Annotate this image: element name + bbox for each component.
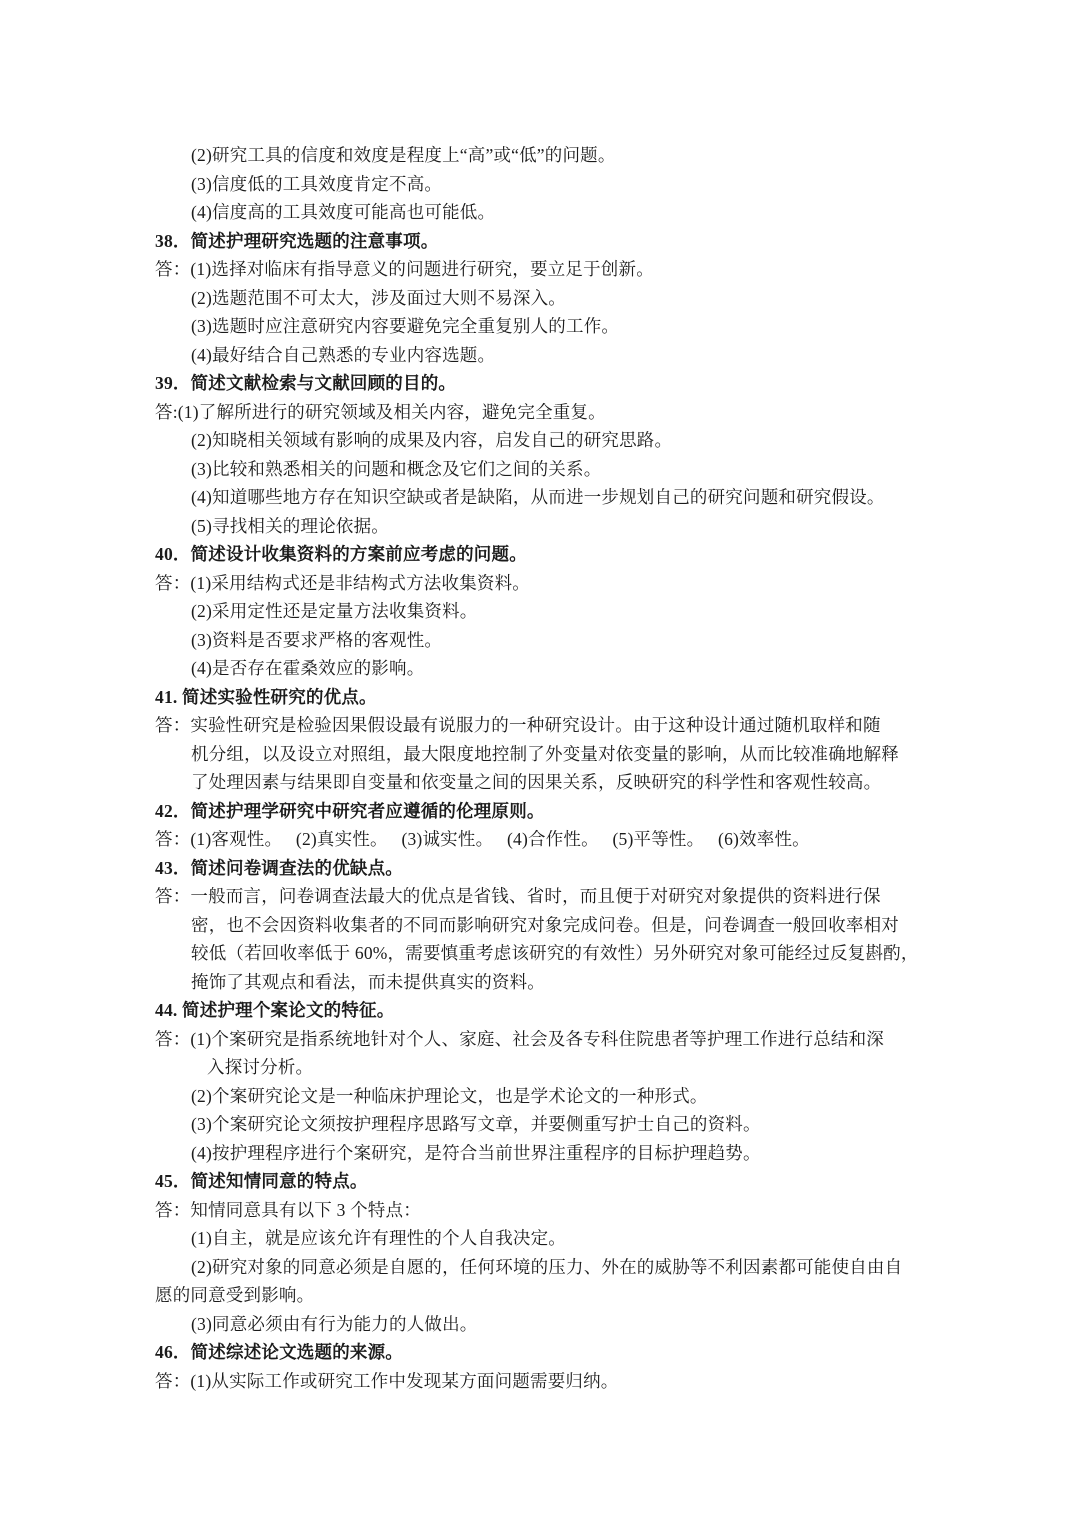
document-line: (2)研究工具的信度和效度是程度上“高”或“低”的问题。: [191, 145, 616, 165]
question-heading: 44. 简述护理个案论文的特征。: [155, 1000, 395, 1020]
document-line: 答：(1)选择对临床有指导意义的问题进行研究，要立足于创新。: [155, 259, 654, 279]
question-heading: 42．简述护理学研究中研究者应遵循的伦理原则。: [155, 800, 545, 821]
document-line: (5)寻找相关的理论依据。: [191, 515, 390, 536]
document-line: (2)研究对象的同意必须是自愿的，任何环境的压力、外在的威胁等不利因素都可能使自由自: [191, 1256, 903, 1277]
question-heading: 46．简述综述论文选题的来源。: [155, 1342, 403, 1362]
question-heading: 41. 简述实验性研究的优点。: [155, 686, 377, 707]
document-line: (4)最好结合自己熟悉的专业内容选题。: [191, 344, 496, 365]
document-line: 答：(1)个案研究是指系统地针对个人、家庭、社会及各专科住院患者等护理工作进行总结和深: [155, 1028, 885, 1049]
document-line: 答：一般而言，问卷调查法最大的优点是省钱、省时，而且便于对研究对象提供的资料进行保: [155, 886, 881, 906]
document-line: (2)选题范围不可太大，涉及面过大则不易深入。: [191, 287, 567, 308]
document-line: 答:(1)了解所进行的研究领域及相关内容，避免完全重复。: [155, 401, 606, 422]
document-line: (3)同意必须由有行为能力的人做出。: [191, 1313, 478, 1334]
document-line: 答：知情同意具有以下 3 个特点：: [155, 1199, 421, 1220]
document-line: (4)是否存在霍桑效应的影响。: [191, 658, 425, 678]
document-line: (3)比较和熟悉相关的问题和概念及它们之间的关系。: [191, 458, 602, 479]
question-heading: 39．简述文献检索与文献回顾的目的。: [155, 373, 457, 393]
document-line: (2)采用定性还是定量方法收集资料。: [191, 601, 478, 621]
document-line: (4)按护理程序进行个案研究，是符合当前世界注重程序的目标护理趋势。: [191, 1142, 761, 1163]
document-line: 答：(1)从实际工作或研究工作中发现某方面问题需要归纳。: [155, 1370, 619, 1391]
document-line: 了处理因素与结果即自变量和依变量之间的因果关系，反映研究的科学性和客观性较高。: [191, 772, 882, 792]
question-heading: 45．简述知情同意的特点。: [155, 1171, 368, 1191]
document-line: (2)个案研究论文是一种临床护理论文，也是学术论文的一种形式。: [191, 1085, 708, 1106]
document-line: 入探讨分析。: [207, 1057, 314, 1077]
document-line: 愿的同意受到影响。: [155, 1285, 315, 1305]
document-line: (3)资料是否要求严格的客观性。: [191, 629, 443, 650]
document-line: (3)个案研究论文须按护理程序思路写文章，并要侧重写护士自己的资料。: [191, 1114, 761, 1134]
document-line: (3)信度低的工具效度肯定不高。: [191, 173, 443, 194]
document-line: 密，也不会因资料收集者的不同而影响研究对象完成问卷。但是，问卷调查一般回收率相对: [191, 914, 899, 935]
document-body: [155, 141, 950, 1395]
document-line: 答：(1)采用结构式还是非结构式方法收集资料。: [155, 572, 531, 593]
document-line: 答：(1)客观性。 (2)真实性。 (3)诚实性。 (4)合作性。 (5)平等性。 (6)效率性。: [155, 829, 810, 849]
document-line: (3)选题时应注意研究内容要避免完全重复别人的工作。: [191, 316, 620, 336]
document-line: (2)知晓相关领域有影响的成果及内容，启发自己的研究思路。: [191, 430, 673, 450]
question-heading: 38．简述护理研究选题的注意事项。: [155, 230, 439, 251]
document-line: 答：实验性研究是检验因果假设最有说服力的一种研究设计。由于这种设计通过随机取样和随: [155, 715, 881, 735]
document-line: (4)信度高的工具效度可能高也可能低。: [191, 202, 496, 222]
document-line: (1)自主，就是应该允许有理性的个人自我决定。: [191, 1228, 567, 1248]
question-heading: 43．简述问卷调查法的优缺点。: [155, 857, 403, 878]
document-line: 机分组，以及设立对照组，最大限度地控制了外变量对依变量的影响，从而比较准确地解释: [191, 743, 899, 764]
document-line: (4)知道哪些地方存在知识空缺或者是缺陷，从而进一步规划自己的研究问题和研究假设。: [191, 487, 885, 507]
document-line: 掩饰了其观点和看法，而未提供真实的资料。: [191, 971, 545, 992]
question-heading: 40．简述设计收集资料的方案前应考虑的问题。: [155, 544, 527, 564]
document-line: 较低（若回收率低于 60%，需要慎重考虑该研究的有效性）另外研究对象可能经过反复斟酌，: [191, 943, 919, 963]
